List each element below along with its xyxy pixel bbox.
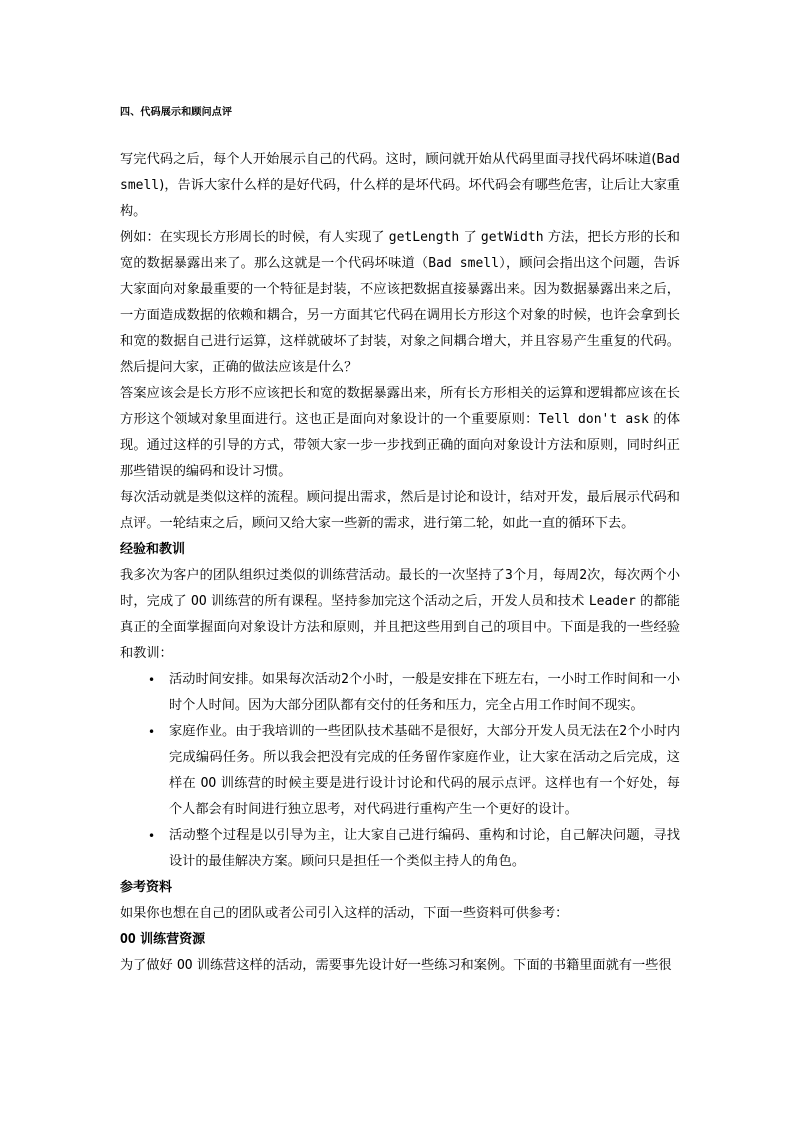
paragraph-code-review [120, 147, 680, 225]
text: 活动整个过程是以引导为主，让大家自己进行编码、重构和讨论，自己解决问题，寻找设计的最佳解决方案。顾问只是担任一个类似主持人的角色。 [169, 828, 680, 869]
text: ），顾问会指出这个问题，告诉大家面向对象最重要的一个特征是封装，不应该把数据直接暴露出来。因为数据暴露出来之后，一方面造成数据的依赖和耦合，另一方面其它代码在调用长方形这个对象的时候，也许会拿到长和宽的数据自己进行运算，这样就破坏了封装，对象之间耦合增大，并且容易产生重复的代码。然后提问大家，正确的做法应该是什么？ [120, 256, 680, 375]
text: 的体现。通过这样的引导的方式，带领大家一步一步找到正确的面向对象设计方法和原则，同时纠正那些错误的编码和设计习惯。 [120, 412, 681, 479]
paragraph-example [120, 225, 680, 381]
heading-experience: 经验和教训 [120, 542, 186, 557]
inline-code: getLength [388, 230, 460, 245]
text: 训练营的所有课程。坚持参加完这个活动之后，开发人员和技术 [206, 594, 589, 609]
inline-code: OO [191, 594, 207, 609]
paragraph-reference: 如果你也想在自己的团队或者公司引入这样的活动，下面一些资料可供参考： [120, 906, 569, 921]
inline-code: OO [200, 776, 217, 791]
inline-code: OO [176, 958, 193, 973]
heading-reference: 参考资料 [120, 880, 173, 895]
text: 个小时内完成编码任务。所以我会把没有完成的任务留作家庭作业，让大家在活动之后完成，这样在 [169, 724, 681, 791]
inline-code: getWidth [480, 230, 544, 245]
inline-code: Bad smell [120, 152, 680, 193]
text: 例如：在实现长方形周长的时候，有人实现了 [120, 230, 389, 245]
inline-code: Bad smell [428, 256, 499, 271]
text: 家庭作业。由于我培训的一些团队技术基础不是很好，大部分开发人员无法在 [169, 724, 620, 739]
number: 2 [341, 672, 349, 687]
list-item [148, 823, 680, 875]
text: 了 [459, 230, 481, 245]
paragraph-answer [120, 381, 680, 485]
section-title: 四、代码展示和顾问点评 [120, 107, 233, 118]
text: 个月，每周 [512, 568, 580, 583]
text: 写完代码之后，每个人开始展示自己的代码。这时，顾问就开始从代码里面寻找代码坏味道( [120, 152, 657, 167]
list-item [148, 667, 680, 719]
text: 次，每次两个小时，完成了 [120, 568, 681, 609]
inline-code: OO [120, 932, 136, 947]
list-item [148, 719, 680, 823]
inline-code: Leader [588, 594, 636, 609]
number: 2 [619, 724, 628, 739]
number: 2 [579, 568, 588, 583]
text: 答案应该会是长方形不应该把长和宽的数据暴露出来，所有长方形相关的运算和逻辑都应该在长方形这个领域对象里面进行。这也正是面向对象设计的一个重要原则： [120, 386, 680, 427]
inline-code: Tell don't ask [538, 412, 649, 427]
text: 我多次为客户的团队组织过类似的训练营活动。最长的一次坚持了 [120, 568, 505, 583]
text: 训练营的时候主要是进行设计讨论和代码的展示点评。这样也有一个好处，每个人都会有时间进行独立思考，对代码进行重构产生一个更好的设计。 [169, 776, 680, 817]
document-body [120, 147, 680, 979]
text: 的都能真正的全面掌握面向对象设计方法和原则，并且把这些用到自己的项目中。下面是我的一些经验和教训： [120, 594, 680, 661]
text: 活动时间安排。如果每次活动 [169, 672, 342, 687]
text: 训练营资源 [135, 932, 206, 947]
paragraph-experience [120, 563, 680, 667]
paragraph-process: 每次活动就是类似这样的流程。顾问提出需求，然后是讨论和设计，结对开发，最后展示代码和点评。一轮结束之后，顾问又给大家一些新的需求，进行第二轮，如此一直的循环下去。 [120, 490, 680, 531]
text: )，告诉大家什么样的是好代码，什么样的是坏代码。坏代码会有哪些危害，让后让大家重构。 [120, 178, 680, 219]
paragraph-oo-resources [120, 953, 680, 979]
text: 个小时，一般是安排在下班左右，一小时工作时间和一小时个人时间。因为大部分团队都有交付的任务和压力，完全占用工作时间不现实。 [169, 672, 681, 713]
number: 3 [504, 568, 513, 583]
heading-oo-resources [120, 927, 680, 953]
text: 方法，把长方形的长和宽的数据暴露出来了。那么这就是一个代码坏味道（ [120, 230, 680, 271]
text: 训练营这样的活动，需要事先设计好一些练习和案例。下面的书籍里面就有一些很 [192, 958, 672, 973]
text: 为了做好 [120, 958, 177, 973]
experience-list [120, 667, 680, 875]
